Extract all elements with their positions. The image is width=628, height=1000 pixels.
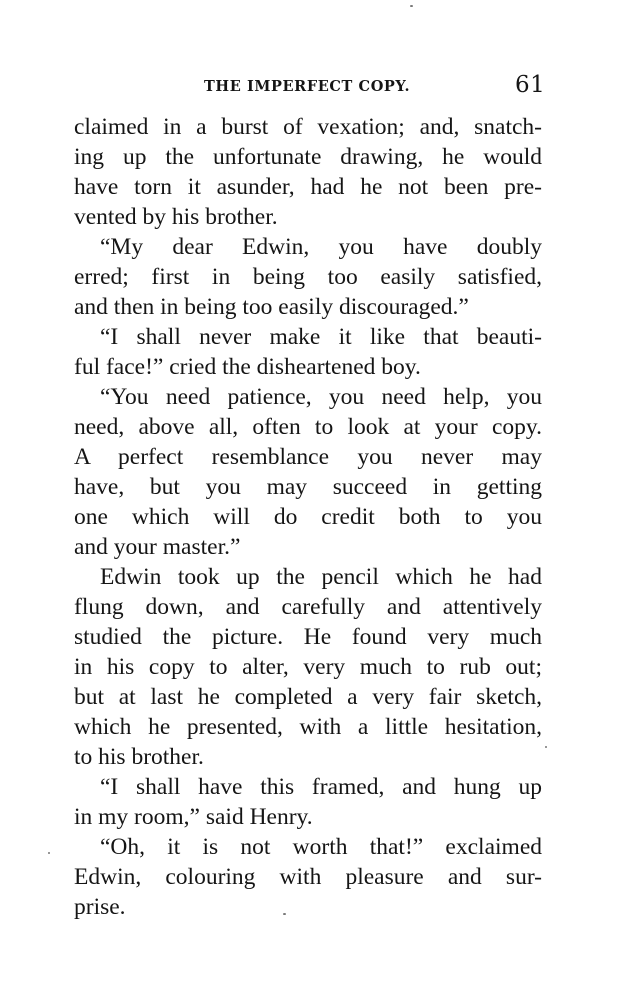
running-title: THE IMPERFECT COPY.: [204, 78, 411, 95]
text-line: “You need patience, you need help, you: [100, 384, 542, 410]
text-line: Edwin took up the pencil which he had: [100, 564, 542, 590]
text-line: ful face!” cried the disheartened boy.: [74, 354, 421, 380]
paper-speck: [48, 852, 50, 854]
text-line: need, above all, often to look at your copy.: [74, 414, 542, 440]
paper-speck: [545, 746, 547, 748]
text-line: A perfect resemblance you never may: [74, 444, 542, 470]
text-line: and then in being too easily discouraged.”: [74, 294, 469, 320]
text-line: “I shall never make it like that beauti-: [100, 324, 542, 350]
paper-speck: [410, 5, 413, 7]
text-line: in his copy to alter, very much to rub out;: [74, 654, 542, 680]
text-line: one which will do credit both to you: [74, 504, 542, 530]
text-line: flung down, and carefully and attentively: [74, 594, 542, 620]
text-line: vented by his brother.: [74, 204, 278, 230]
text-line: but at last he completed a very fair sketch,: [74, 684, 542, 710]
body-text: [74, 112, 542, 922]
text-line: “Oh, it is not worth that!” exclaimed: [100, 834, 542, 860]
text-line: studied the picture. He found very much: [74, 624, 542, 650]
text-line: ing up the unfortunate drawing, he would: [74, 144, 542, 170]
text-line: “My dear Edwin, you have doubly: [100, 234, 542, 260]
text-line: in my room,” said Henry.: [74, 804, 313, 830]
text-line: prise.: [74, 894, 126, 920]
text-line: “I shall have this framed, and hung up: [100, 774, 542, 800]
text-line: erred; first in being too easily satisfied,: [74, 264, 542, 290]
text-line: which he presented, with a little hesitation,: [74, 714, 542, 740]
text-line: to his brother.: [74, 744, 204, 770]
text-line: Edwin, colouring with pleasure and sur-: [74, 864, 542, 890]
text-line: and your master.”: [74, 534, 241, 560]
page-number: 61: [515, 72, 546, 98]
paper-speck: [283, 913, 286, 915]
text-line: have torn it asunder, had he not been pre-: [74, 174, 542, 200]
text-line: have, but you may succeed in getting: [74, 474, 542, 500]
text-line: claimed in a burst of vexation; and, snatch-: [74, 114, 542, 140]
